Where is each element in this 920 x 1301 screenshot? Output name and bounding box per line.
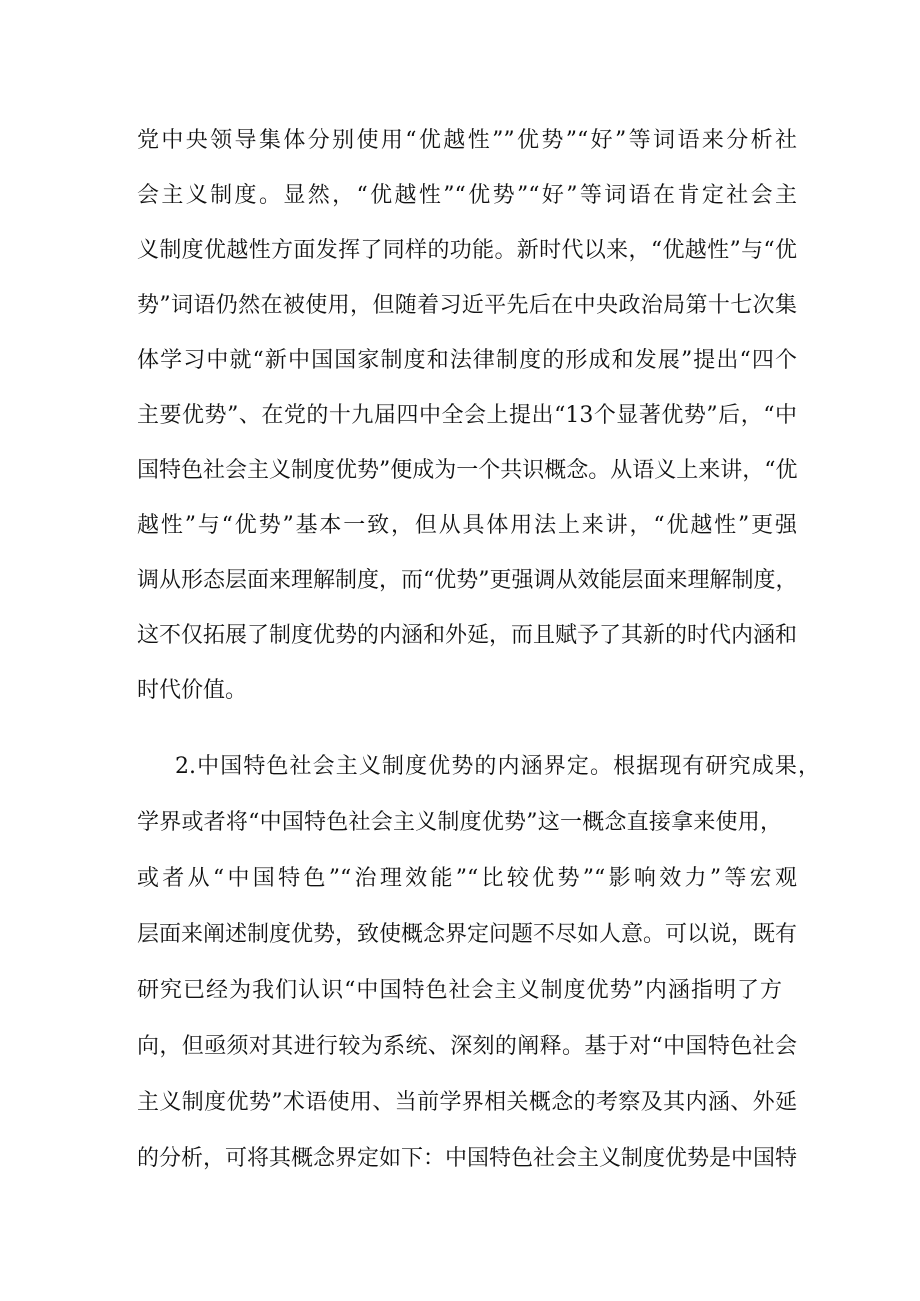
text-line: 越性”与“优势”基本一致，但从具体用法上来讲，“优越性”更强	[137, 513, 797, 538]
text-line: 势”词语仍然在被使用，但随着习近平先后在中央政治局第十七次集	[137, 293, 797, 318]
text-line: 会主义制度。显然，“优越性”“优势”“好”等词语在肯定社会主	[137, 183, 797, 208]
text-line: 层面来阐述制度优势，致使概念界定问题不尽如人意。可以说，既有	[137, 922, 798, 947]
text-line: 向，但亟须对其进行较为系统、深刻的阐释。基于对“中国特色社会	[137, 1034, 797, 1059]
text-line: 时代价值。	[137, 678, 248, 703]
text-line: 主义制度优势”术语使用、当前学界相关概念的考察及其内涵、外延	[137, 1090, 797, 1115]
text-line: 党中央领导集体分别使用“优越性””优势”“好”等词语来分析社	[137, 128, 797, 153]
text-line: 调从形态层面来理解制度，而“优势”更强调从效能层面来理解制度，	[137, 568, 798, 593]
text-line-indented: 2.中国特色社会主义制度优势的内涵界定。根据现有研究成果，	[175, 754, 820, 779]
text-line: 或者从“中国特色”“治理效能”“比较优势”“影响效力”等宏观	[137, 866, 797, 891]
text-line: 这不仅拓展了制度优势的内涵和外延，而且赋予了其新的时代内涵和	[137, 623, 798, 648]
text-line: 研究已经为我们认识“中国特色社会主义制度优势”内涵指明了方	[137, 978, 782, 1003]
text-line: 体学习中就“新中国国家制度和法律制度的形成和发展”提出“四个	[137, 348, 797, 373]
text-line: 学界或者将“中国特色社会主义制度优势”这一概念直接拿来使用，	[137, 810, 782, 835]
text-line: 主要优势”、在党的十九届四中全会上提出“13个显著优势”后，“中	[137, 403, 797, 428]
text-line: 义制度优越性方面发挥了同样的功能。新时代以来，“优越性”与“优	[137, 238, 797, 263]
text-line: 的分析，可将其概念界定如下：中国特色社会主义制度优势是中国特	[137, 1146, 798, 1171]
text-line: 国特色社会主义制度优势”便成为一个共识概念。从语义上来讲，“优	[137, 458, 798, 483]
